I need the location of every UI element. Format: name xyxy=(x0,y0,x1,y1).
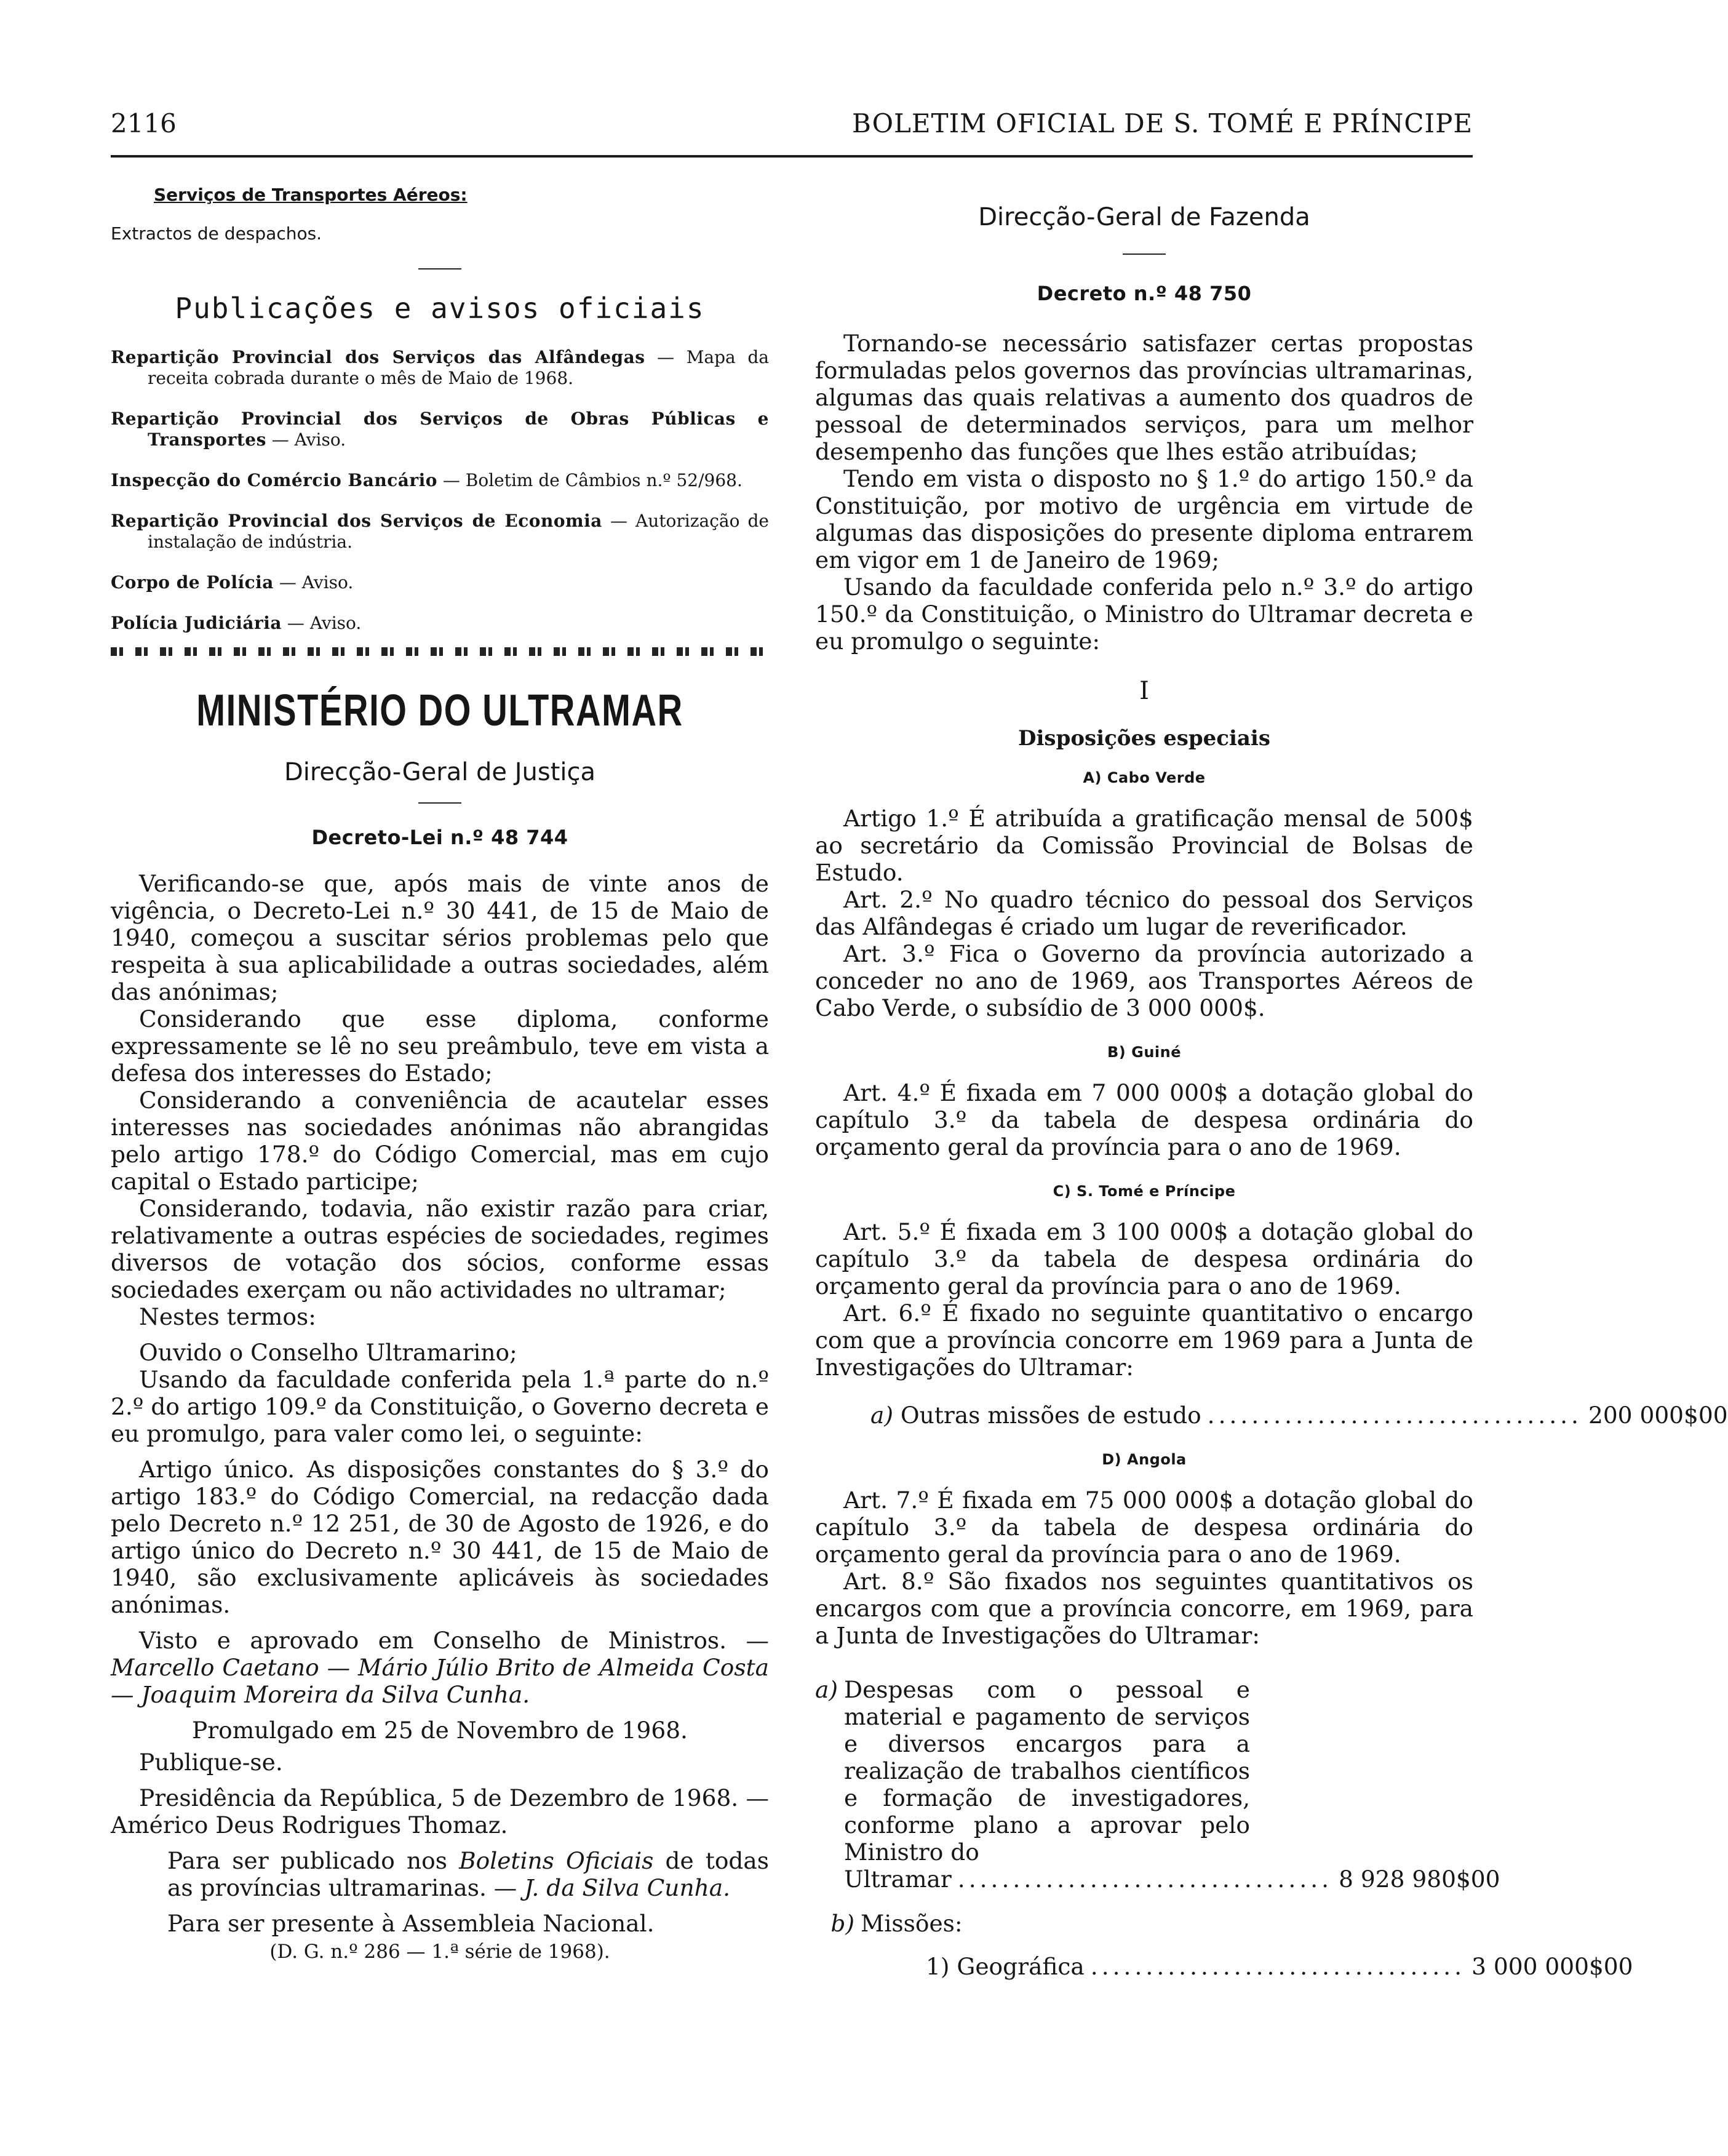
sao-tome-articles xyxy=(815,1218,1473,1381)
subsection-cabo-verde: A) Cabo Verde xyxy=(1083,769,1206,786)
article: Artigo único. As disposições constantes do § 3.º do artigo 183.º do Código Comercial, na redacção dada pelo Decreto n.º 12 251, de 30 de Agosto de 1926, e do artigo único do Decreto n.º 30 441, de 15 de Maio de 1940, são exclusivamente aplicáveis às sociedades anónimas. xyxy=(111,1456,769,1618)
approval: Visto e aprovado em Conselho de Ministros. — Marcello Caetano — Mário Júlio Brito de Almeida Costa — Joaquim Moreira da Silva Cunha. xyxy=(111,1627,769,1708)
page-number: 2116 xyxy=(111,108,177,138)
ministry-title: MINISTÉRIO DO ULTRAMAR xyxy=(196,686,683,735)
budget-item: b) Missões: xyxy=(830,1910,963,1937)
assembly-note: Para ser presente à Assembleia Nacional. xyxy=(167,1910,655,1937)
article: Art. 4.º É fixada em 7 000 000$ a dotação global do capítulo 3.º da tabela de despesa ordinária do orçamento geral da província para o ano de 1969. xyxy=(815,1079,1473,1160)
decree-body xyxy=(815,330,1728,1980)
subsection-guine: B) Guiné xyxy=(1107,1044,1181,1061)
amount: 200 000$00 xyxy=(1588,1402,1728,1429)
amount: 8 928 980$00 xyxy=(1339,1866,1500,1893)
publications-title: Publicações e avisos oficiais xyxy=(175,292,705,325)
paragraph: Ouvido o Conselho Ultramarino; xyxy=(139,1339,517,1366)
article: Art. 2.º No quadro técnico do pessoal dos Serviços das Alfândegas é criado um lugar de reverificador. xyxy=(815,886,1473,940)
signatories: Marcello Caetano — Mário Júlio Brito de Almeida Costa — Joaquim Moreira da Silva Cunha. xyxy=(111,1654,769,1708)
publication-entry: Repartição Provincial dos Serviços das Alfândegas — Mapa da receita cobrada durante o mês de Maio de 1968. xyxy=(111,347,769,388)
publication-note: Para ser publicado nos Boletins Oficiais de todas as províncias ultramarinas. — J. da Silva Cunha. xyxy=(167,1847,770,1901)
article: Art. 5.º É fixada em 3 100 000$ a dotação global do capítulo 3.º da tabela de despesa ordinária do orçamento geral da província para o ano de 1969. xyxy=(815,1218,1473,1300)
gazette-ref: (D. G. n.º 286 — 1.ª série de 1968). xyxy=(269,1941,610,1963)
article: Art. 6.º É fixado no seguinte quantitativo o encargo com que a província concorre em 1969 para a Junta de Investigações do Ultramar: xyxy=(815,1300,1473,1381)
article: Artigo 1.º É atribuída a gratificação mensal de 500$ ao secretário da Comissão Provincial de Bolsas de Estudo. xyxy=(815,805,1473,886)
publication-entry: Inspecção do Comércio Bancário — Boletim de Câmbios n.º 52/968. xyxy=(111,470,743,490)
divider xyxy=(418,802,461,804)
budget-item: 1) Geográfica .................................. 3 000 000$00 xyxy=(926,1953,1633,1980)
section-title: Disposições especiais xyxy=(1018,726,1270,751)
paragraph: Considerando, todavia, não existir razão para criar, relativamente a outras espécies de sociedades, regimes diversos de votação dos sócios, conforme essas sociedades exerçam ou não actividades no ultramar; xyxy=(111,1195,769,1303)
subsection-angola: D) Angola xyxy=(1102,1451,1187,1468)
direction-title: Direcção-Geral de Fazenda xyxy=(978,203,1310,231)
publish-order: Publique-se. xyxy=(139,1749,283,1776)
services-title: Serviços de Transportes Aéreos: xyxy=(154,185,468,205)
left-column xyxy=(111,185,769,1965)
angola-articles xyxy=(815,1487,1473,1649)
paragraph: Considerando a conveniência de acautelar esses interesses nas sociedades anónimas não abrangidas pelo artigo 178.º do Código Comercial, mas em cujo capital o Estado participe; xyxy=(111,1087,769,1195)
publication-entry: Corpo de Polícia — Aviso. xyxy=(111,572,354,593)
divider xyxy=(418,268,461,270)
paragraph: Considerando que esse diploma, conforme expressamente se lê no seu preâmbulo, teve em vista a defesa dos interesses do Estado; xyxy=(111,1005,769,1087)
publication-entry: Repartição Provincial dos Serviços de Economia — Autorização de instalação de indústria. xyxy=(111,511,769,552)
leader-dots: .................................. xyxy=(1090,1953,1466,1980)
paragraph: Usando da faculdade conferida pela 1.ª parte do n.º 2.º do artigo 109.º da Constituição, o Governo decreta e eu promulgo, para valer como lei, o seguinte: xyxy=(111,1366,769,1447)
decree-title: Decreto n.º 48 750 xyxy=(1037,282,1252,305)
budget-item: a) Outras missões de estudo .................................. 200 000$00 xyxy=(870,1402,1728,1429)
article: Art. 3.º Fica o Governo da província autorizado a conceder no ano de 1969, aos Transportes Aéreos de Cabo Verde, o subsídio de 3 000 000$. xyxy=(815,940,1473,1021)
paragraph: Verificando-se que, após mais de vinte anos de vigência, o Decreto-Lei n.º 30 441, de 15 de Maio de 1940, começou a suscitar sérios problemas pelo que respeita à sua aplicabilidade a outras sociedades, além das anónimas; xyxy=(111,870,769,1005)
header-rule xyxy=(111,155,1473,158)
paragraph: Tornando-se necessário satisfazer certas propostas formuladas pelos governos das províncias ultramarinas, algumas das quais relativas a aumento dos quadros de pessoal de determinados serviços, para um melhor desempenho das funções que lhes estão atribuídas; xyxy=(815,330,1473,465)
paragraph: Usando da faculdade conferida pelo n.º 3.º do artigo 150.º da Constituição, o Ministro do Ultramar decreta e eu promulgo o seguinte: xyxy=(815,573,1473,655)
divider xyxy=(1123,254,1166,255)
leader-dots: .................................. xyxy=(1207,1402,1582,1429)
publication-entry: Repartição Provincial dos Serviços de Obras Públicas e Transportes — Aviso. xyxy=(111,409,769,450)
decree-title: Decreto-Lei n.º 48 744 xyxy=(311,826,568,849)
paragraph: Nestes termos: xyxy=(139,1303,316,1330)
presidency: Presidência da República, 5 de Dezembro de 1968. — Américo Deus Rodrigues Thomaz. xyxy=(111,1784,769,1839)
bulletin-title: BOLETIM OFICIAL DE S. TOMÉ E PRÍNCIPE xyxy=(851,108,1473,138)
article: Art. 7.º É fixada em 75 000 000$ a dotação global do capítulo 3.º da tabela de despesa ordinária do orçamento geral da província para o ano de 1969. xyxy=(815,1487,1473,1568)
promulgation: Promulgado em 25 de Novembro de 1968. xyxy=(192,1717,688,1744)
article: Art. 8.º São fixados nos seguintes quantitativos os encargos com que a província concorre, em 1969, para a Junta de Investigações do Ultramar: xyxy=(815,1568,1473,1649)
publication-entry: Polícia Judiciária — Aviso. xyxy=(111,613,362,633)
subsection-sao-tome: C) S. Tomé e Príncipe xyxy=(1053,1183,1236,1200)
decree-body xyxy=(111,870,769,1965)
leader-dots: .................................. xyxy=(957,1866,1333,1893)
paragraph: Tendo em vista o disposto no § 1.º do artigo 150.º da Constituição, por motivo de urgência em virtude de algumas das disposições do presente diploma entrarem em vigor em 1 de Janeiro de 1969; xyxy=(815,465,1473,573)
ornament-rule xyxy=(111,647,769,656)
section-number: I xyxy=(1139,677,1149,705)
services-text: Extractos de despachos. xyxy=(111,223,322,244)
amount: 3 000 000$00 xyxy=(1471,1953,1633,1980)
right-column xyxy=(815,185,1728,1980)
budget-item: a) Despesas com o pessoal e material e pagamento de serviços e diversos encargos para a realização de trabalhos científicos e formação de investigadores, conforme plano a aprovar pelo Ministro do Ultramar .................................. 8 928 980$00 xyxy=(815,1676,1500,1893)
cabo-verde-articles xyxy=(815,805,1473,1021)
direction-title: Direcção-Geral de Justiça xyxy=(284,758,596,786)
